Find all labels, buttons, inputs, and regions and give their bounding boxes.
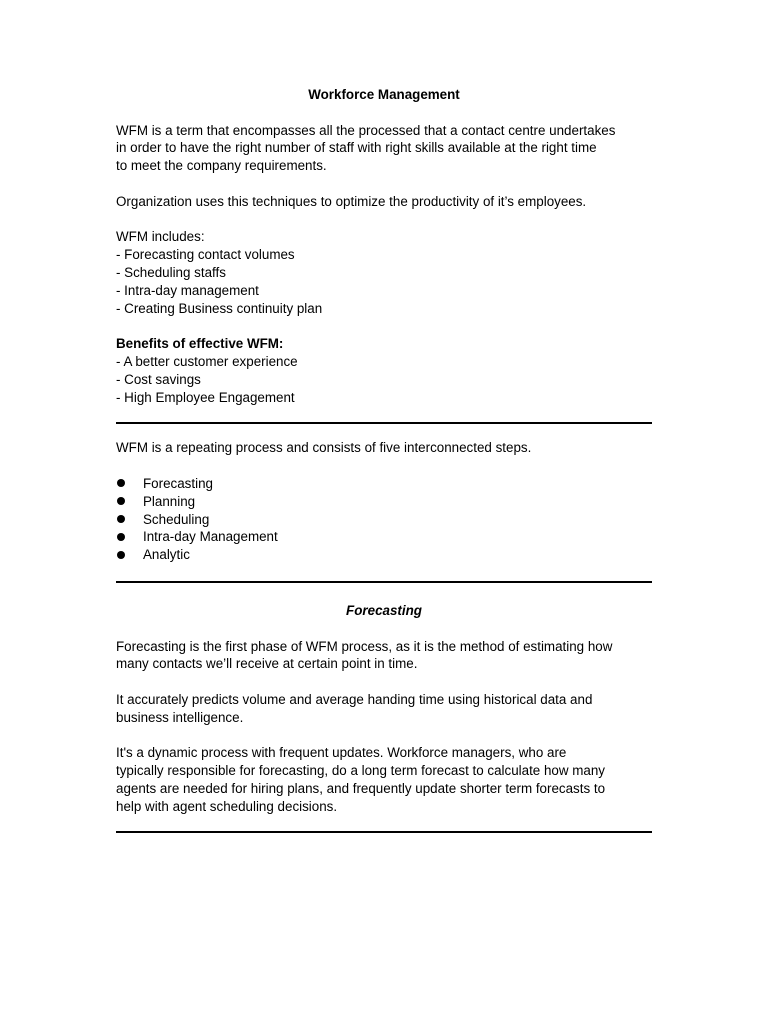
- bullet-icon: [117, 533, 125, 541]
- text-line: agents are needed for hiring plans, and frequently update shorter term forecasts to: [116, 780, 606, 796]
- benefits-heading: Benefits of effective WFM:: [116, 336, 284, 352]
- includes-heading: WFM includes:: [116, 229, 205, 245]
- bullet-item: [116, 546, 652, 564]
- text-line: It's a dynamic process with frequent updates. Workforce managers, who are: [116, 745, 567, 761]
- bullet-item: [116, 528, 652, 546]
- list-item: - Forecasting contact volumes: [116, 247, 295, 263]
- text-line: in order to have the right number of staff with right skills available at the right time: [116, 140, 597, 156]
- section-divider: [116, 422, 652, 424]
- benefits-block: [116, 335, 652, 406]
- includes-block: [116, 228, 652, 317]
- intro-paragraph-1: [116, 122, 652, 175]
- process-steps-list: [116, 475, 652, 564]
- section-divider: [116, 581, 652, 583]
- text-line: typically responsible for forecasting, do a long term forecast to calculate how many: [116, 763, 606, 779]
- bullet-icon: [117, 515, 125, 523]
- list-item: - Intra-day management: [116, 282, 259, 298]
- bullet-icon: [117, 497, 125, 505]
- bullet-label: Intra-day Management: [143, 529, 278, 545]
- bullet-label: Planning: [143, 493, 196, 509]
- intro-paragraph-2: Organization uses this techniques to optimize the productivity of it’s employees.: [116, 193, 587, 209]
- bullet-icon: [117, 551, 125, 559]
- document-title: Workforce Management: [308, 87, 460, 102]
- text-line: to meet the company requirements.: [116, 158, 327, 174]
- bullet-icon: [117, 479, 125, 487]
- text-line: many contacts we’ll receive at certain point in time.: [116, 656, 418, 672]
- forecasting-paragraph-2: [116, 691, 652, 727]
- text-line: WFM is a term that encompasses all the processed that a contact centre undertakes: [116, 122, 616, 138]
- section-divider: [116, 831, 652, 833]
- bullet-label: Analytic: [143, 547, 190, 563]
- text-line: It accurately predicts volume and average handing time using historical data and: [116, 691, 593, 707]
- text-line: business intelligence.: [116, 709, 244, 725]
- list-item: - High Employee Engagement: [116, 389, 295, 405]
- bullet-item: [116, 475, 652, 493]
- forecasting-heading: Forecasting: [346, 602, 422, 618]
- text-line: Forecasting is the first phase of WFM process, as it is the method of estimating how: [116, 638, 613, 654]
- forecasting-paragraph-3: [116, 744, 652, 815]
- bullet-item: [116, 511, 652, 529]
- bullet-label: Scheduling: [143, 511, 210, 527]
- text-line: help with agent scheduling decisions.: [116, 798, 338, 814]
- bullet-label: Forecasting: [143, 475, 213, 491]
- list-item: - Creating Business continuity plan: [116, 300, 323, 316]
- forecasting-paragraph-1: [116, 638, 652, 674]
- document-page: [116, 86, 652, 833]
- list-item: - A better customer experience: [116, 353, 298, 369]
- list-item: - Scheduling staffs: [116, 264, 226, 280]
- bullet-item: [116, 493, 652, 511]
- list-item: - Cost savings: [116, 371, 201, 387]
- process-paragraph: WFM is a repeating process and consists of five interconnected steps.: [116, 440, 532, 456]
